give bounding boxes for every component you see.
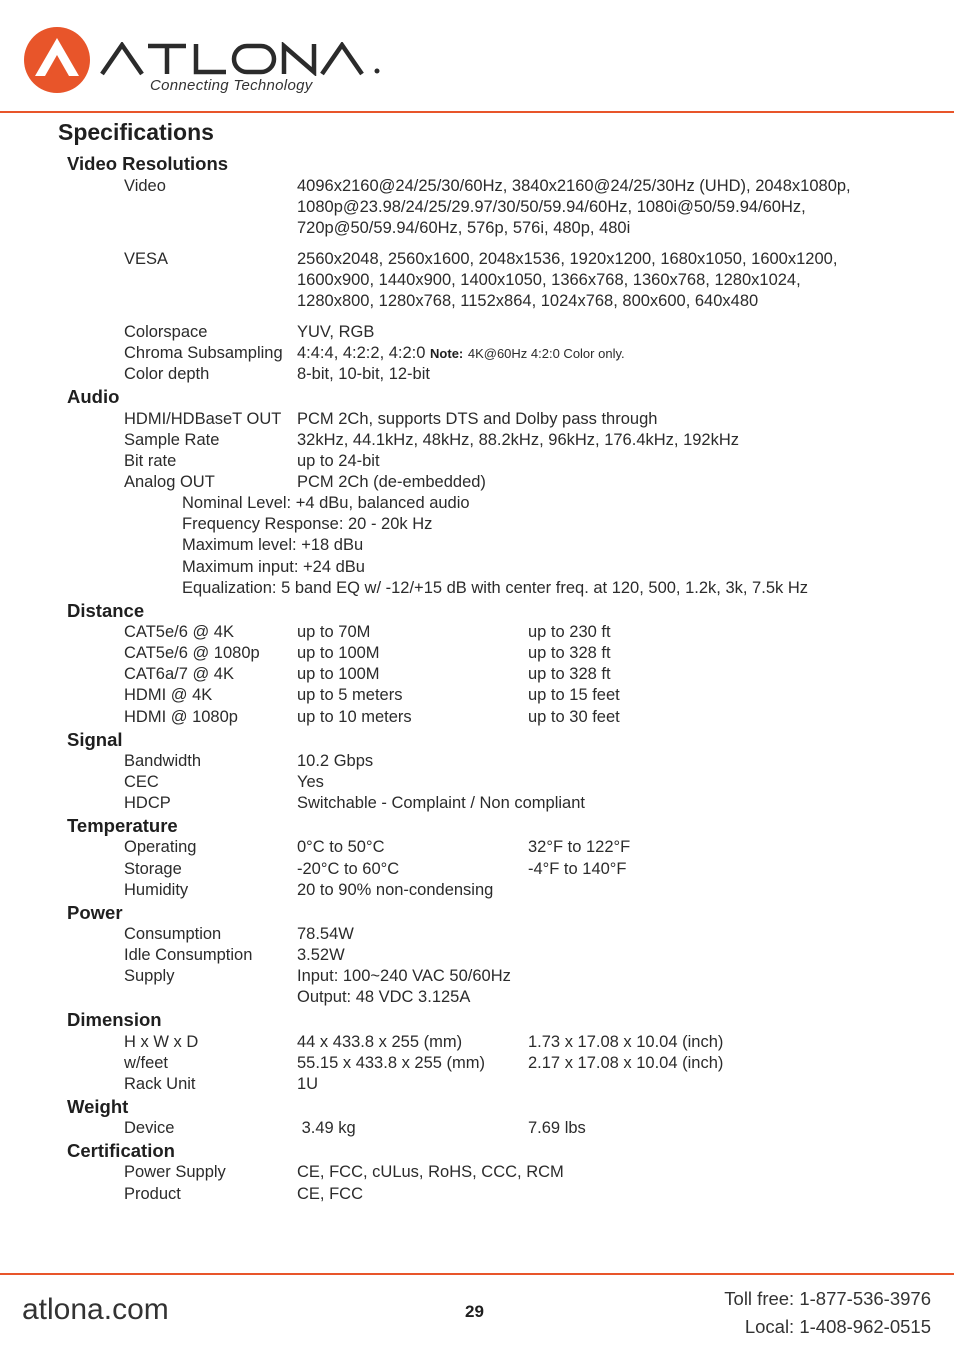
footer-website[interactable]: atlona.com bbox=[22, 1293, 169, 1326]
spec-label-feet: w/feet bbox=[124, 1054, 169, 1072]
distance-row-label: HDMI @ 4K bbox=[124, 686, 213, 704]
spec-value-storage-f: -4°F to 140°F bbox=[528, 860, 627, 878]
spec-label-operating: Operating bbox=[124, 838, 197, 856]
spec-value-vesa-line-2: 1600x900, 1440x900, 1400x1050, 1366x768, 1360x768, 1280x1024, bbox=[297, 271, 801, 289]
distance-row-imperial: up to 328 ft bbox=[528, 665, 611, 683]
spec-value-hdmi-out: PCM 2Ch, supports DTS and Dolby pass through bbox=[297, 410, 658, 428]
distance-row-metric: up to 5 meters bbox=[297, 686, 403, 704]
spec-label-analog-out: Analog OUT bbox=[124, 473, 215, 491]
spec-value-device-lbs: 7.69 lbs bbox=[528, 1119, 586, 1137]
analog-detail: Equalization: 5 band EQ w/ -12/+15 dB with center freq. at 120, 500, 1.2k, 3k, 7.5k Hz bbox=[182, 579, 808, 597]
chroma-note-text: 4K@60Hz 4:2:0 Color only. bbox=[467, 346, 625, 361]
distance-row-metric: up to 100M bbox=[297, 644, 380, 662]
spec-label-color-depth: Color depth bbox=[124, 365, 210, 383]
analog-detail: Maximum input: +24 dBu bbox=[182, 558, 365, 576]
spec-label-consumption: Consumption bbox=[124, 925, 222, 943]
footer-toll-free: Toll free: 1-877-536-3976 bbox=[724, 1288, 931, 1309]
spec-value-hwd-mm: 44 x 433.8 x 255 (mm) bbox=[297, 1033, 463, 1051]
spec-label-colorspace: Colorspace bbox=[124, 323, 208, 341]
section-heading-dimension: Dimension bbox=[67, 1009, 162, 1030]
spec-value-feet-mm: 55.15 x 433.8 x 255 (mm) bbox=[297, 1054, 486, 1072]
spec-value-storage-c: -20°C to 60°C bbox=[297, 860, 400, 878]
distance-row-label: CAT6a/7 @ 4K bbox=[124, 665, 234, 683]
spec-value-hwd-inch: 1.73 x 17.08 x 10.04 (inch) bbox=[528, 1033, 724, 1051]
spec-value-power-supply: CE, FCC, cULus, RoHS, CCC, RCM bbox=[297, 1163, 564, 1181]
distance-row-label: CAT5e/6 @ 1080p bbox=[124, 644, 260, 662]
spec-label-chroma: Chroma Subsampling bbox=[124, 344, 283, 362]
section-heading-video: Video Resolutions bbox=[67, 153, 229, 174]
distance-row-imperial: up to 328 ft bbox=[528, 644, 611, 662]
section-heading-temperature: Temperature bbox=[67, 815, 178, 836]
chroma-value-text: 4:4:4, 4:2:2, 4:2:0 bbox=[297, 344, 426, 362]
section-heading-certification: Certification bbox=[67, 1140, 175, 1161]
analog-detail: Frequency Response: 20 - 20k Hz bbox=[182, 515, 433, 533]
spec-label-power-supply: Power Supply bbox=[124, 1163, 226, 1181]
distance-row-label: HDMI @ 1080p bbox=[124, 708, 238, 726]
spec-value-operating-c: 0°C to 50°C bbox=[297, 838, 385, 856]
spec-label-video: Video bbox=[124, 177, 166, 195]
distance-row-metric: up to 70M bbox=[297, 623, 371, 641]
spec-value-rack: 1U bbox=[297, 1075, 319, 1093]
spec-label-hdmi-out: HDMI/HDBaseT OUT bbox=[124, 410, 282, 428]
distance-row-label: CAT5e/6 @ 4K bbox=[124, 623, 234, 641]
spec-value-bit-rate: up to 24-bit bbox=[297, 452, 380, 470]
spec-value-product: CE, FCC bbox=[297, 1185, 363, 1203]
spec-label-supply: Supply bbox=[124, 967, 175, 985]
spec-value-sample-rate: 32kHz, 44.1kHz, 48kHz, 88.2kHz, 96kHz, 176.4kHz, 192kHz bbox=[297, 431, 740, 449]
page-title: Specifications bbox=[58, 119, 214, 145]
spec-value-humidity: 20 to 90% non-condensing bbox=[297, 881, 494, 899]
spec-label-humidity: Humidity bbox=[124, 881, 189, 899]
spec-value-idle: 3.52W bbox=[297, 946, 345, 964]
spec-value-consumption: 78.54W bbox=[297, 925, 354, 943]
spec-value-supply-input: Input: 100~240 VAC 50/60Hz bbox=[297, 967, 511, 985]
spec-label-idle: Idle Consumption bbox=[124, 946, 253, 964]
spec-label-product: Product bbox=[124, 1185, 181, 1203]
atlona-wordmark bbox=[100, 42, 385, 76]
spec-value-colorspace: YUV, RGB bbox=[297, 323, 375, 341]
spec-value-vesa-line-3: 1280x800, 1280x768, 1152x864, 1024x768, 800x600, 640x480 bbox=[297, 292, 759, 310]
analog-detail: Nominal Level: +4 dBu, balanced audio bbox=[182, 494, 470, 512]
spec-value-feet-inch: 2.17 x 17.08 x 10.04 (inch) bbox=[528, 1054, 724, 1072]
spec-label-sample-rate: Sample Rate bbox=[124, 431, 220, 449]
spec-label-device: Device bbox=[124, 1119, 175, 1137]
spec-value-vesa-line-1: 2560x2048, 2560x1600, 2048x1536, 1920x1200, 1680x1050, 1600x1200, bbox=[297, 250, 838, 268]
spec-label-rack: Rack Unit bbox=[124, 1075, 196, 1093]
spec-value-video-line-2: 1080p@23.98/24/25/29.97/30/50/59.94/60Hz, 1080i@50/59.94/60Hz, bbox=[297, 198, 806, 216]
section-heading-signal: Signal bbox=[67, 729, 123, 750]
spec-value-operating-f: 32°F to 122°F bbox=[528, 838, 631, 856]
distance-row-metric: up to 100M bbox=[297, 665, 380, 683]
brand-tagline: Connecting Technology bbox=[150, 77, 313, 94]
page-number: 29 bbox=[465, 1302, 484, 1321]
spec-value-chroma bbox=[297, 343, 625, 364]
footer-local-phone: Local: 1-408-962-0515 bbox=[744, 1316, 931, 1337]
header-divider bbox=[0, 111, 954, 113]
chroma-note-label: Note: bbox=[430, 346, 464, 361]
spec-value-bandwidth: 10.2 Gbps bbox=[297, 752, 374, 770]
analog-detail: Maximum level: +18 dBu bbox=[182, 536, 364, 554]
distance-row-metric: up to 10 meters bbox=[297, 708, 412, 726]
footer-divider bbox=[0, 1273, 954, 1275]
spec-value-color-depth: 8-bit, 10-bit, 12-bit bbox=[297, 365, 430, 383]
spec-value-device-kg: 3.49 kg bbox=[297, 1119, 356, 1137]
spec-label-hwd: H x W x D bbox=[124, 1033, 199, 1051]
spec-label-vesa: VESA bbox=[124, 250, 169, 268]
spec-value-analog-out: PCM 2Ch (de-embedded) bbox=[297, 473, 486, 491]
spec-label-cec: CEC bbox=[124, 773, 159, 791]
spec-value-video-line-3: 720p@50/59.94/60Hz, 576p, 576i, 480p, 480i bbox=[297, 219, 631, 237]
spec-value-video-line-1: 4096x2160@24/25/30/60Hz, 3840x2160@24/25/30Hz (UHD), 2048x1080p, bbox=[297, 177, 851, 195]
distance-row-imperial: up to 230 ft bbox=[528, 623, 611, 641]
spec-value-cec: Yes bbox=[297, 773, 324, 791]
spec-value-hdcp: Switchable - Complaint / Non compliant bbox=[297, 794, 585, 812]
atlona-logo-icon bbox=[24, 27, 90, 93]
section-heading-audio: Audio bbox=[67, 386, 120, 407]
distance-row-imperial: up to 30 feet bbox=[528, 708, 620, 726]
distance-row-imperial: up to 15 feet bbox=[528, 686, 620, 704]
spec-label-bit-rate: Bit rate bbox=[124, 452, 177, 470]
spec-label-storage: Storage bbox=[124, 860, 182, 878]
section-heading-power: Power bbox=[67, 902, 123, 923]
spec-label-bandwidth: Bandwidth bbox=[124, 752, 202, 770]
section-heading-distance: Distance bbox=[67, 600, 145, 621]
section-heading-weight: Weight bbox=[67, 1096, 129, 1117]
spec-value-supply-output: Output: 48 VDC 3.125A bbox=[297, 988, 471, 1006]
spec-label-hdcp: HDCP bbox=[124, 794, 171, 812]
